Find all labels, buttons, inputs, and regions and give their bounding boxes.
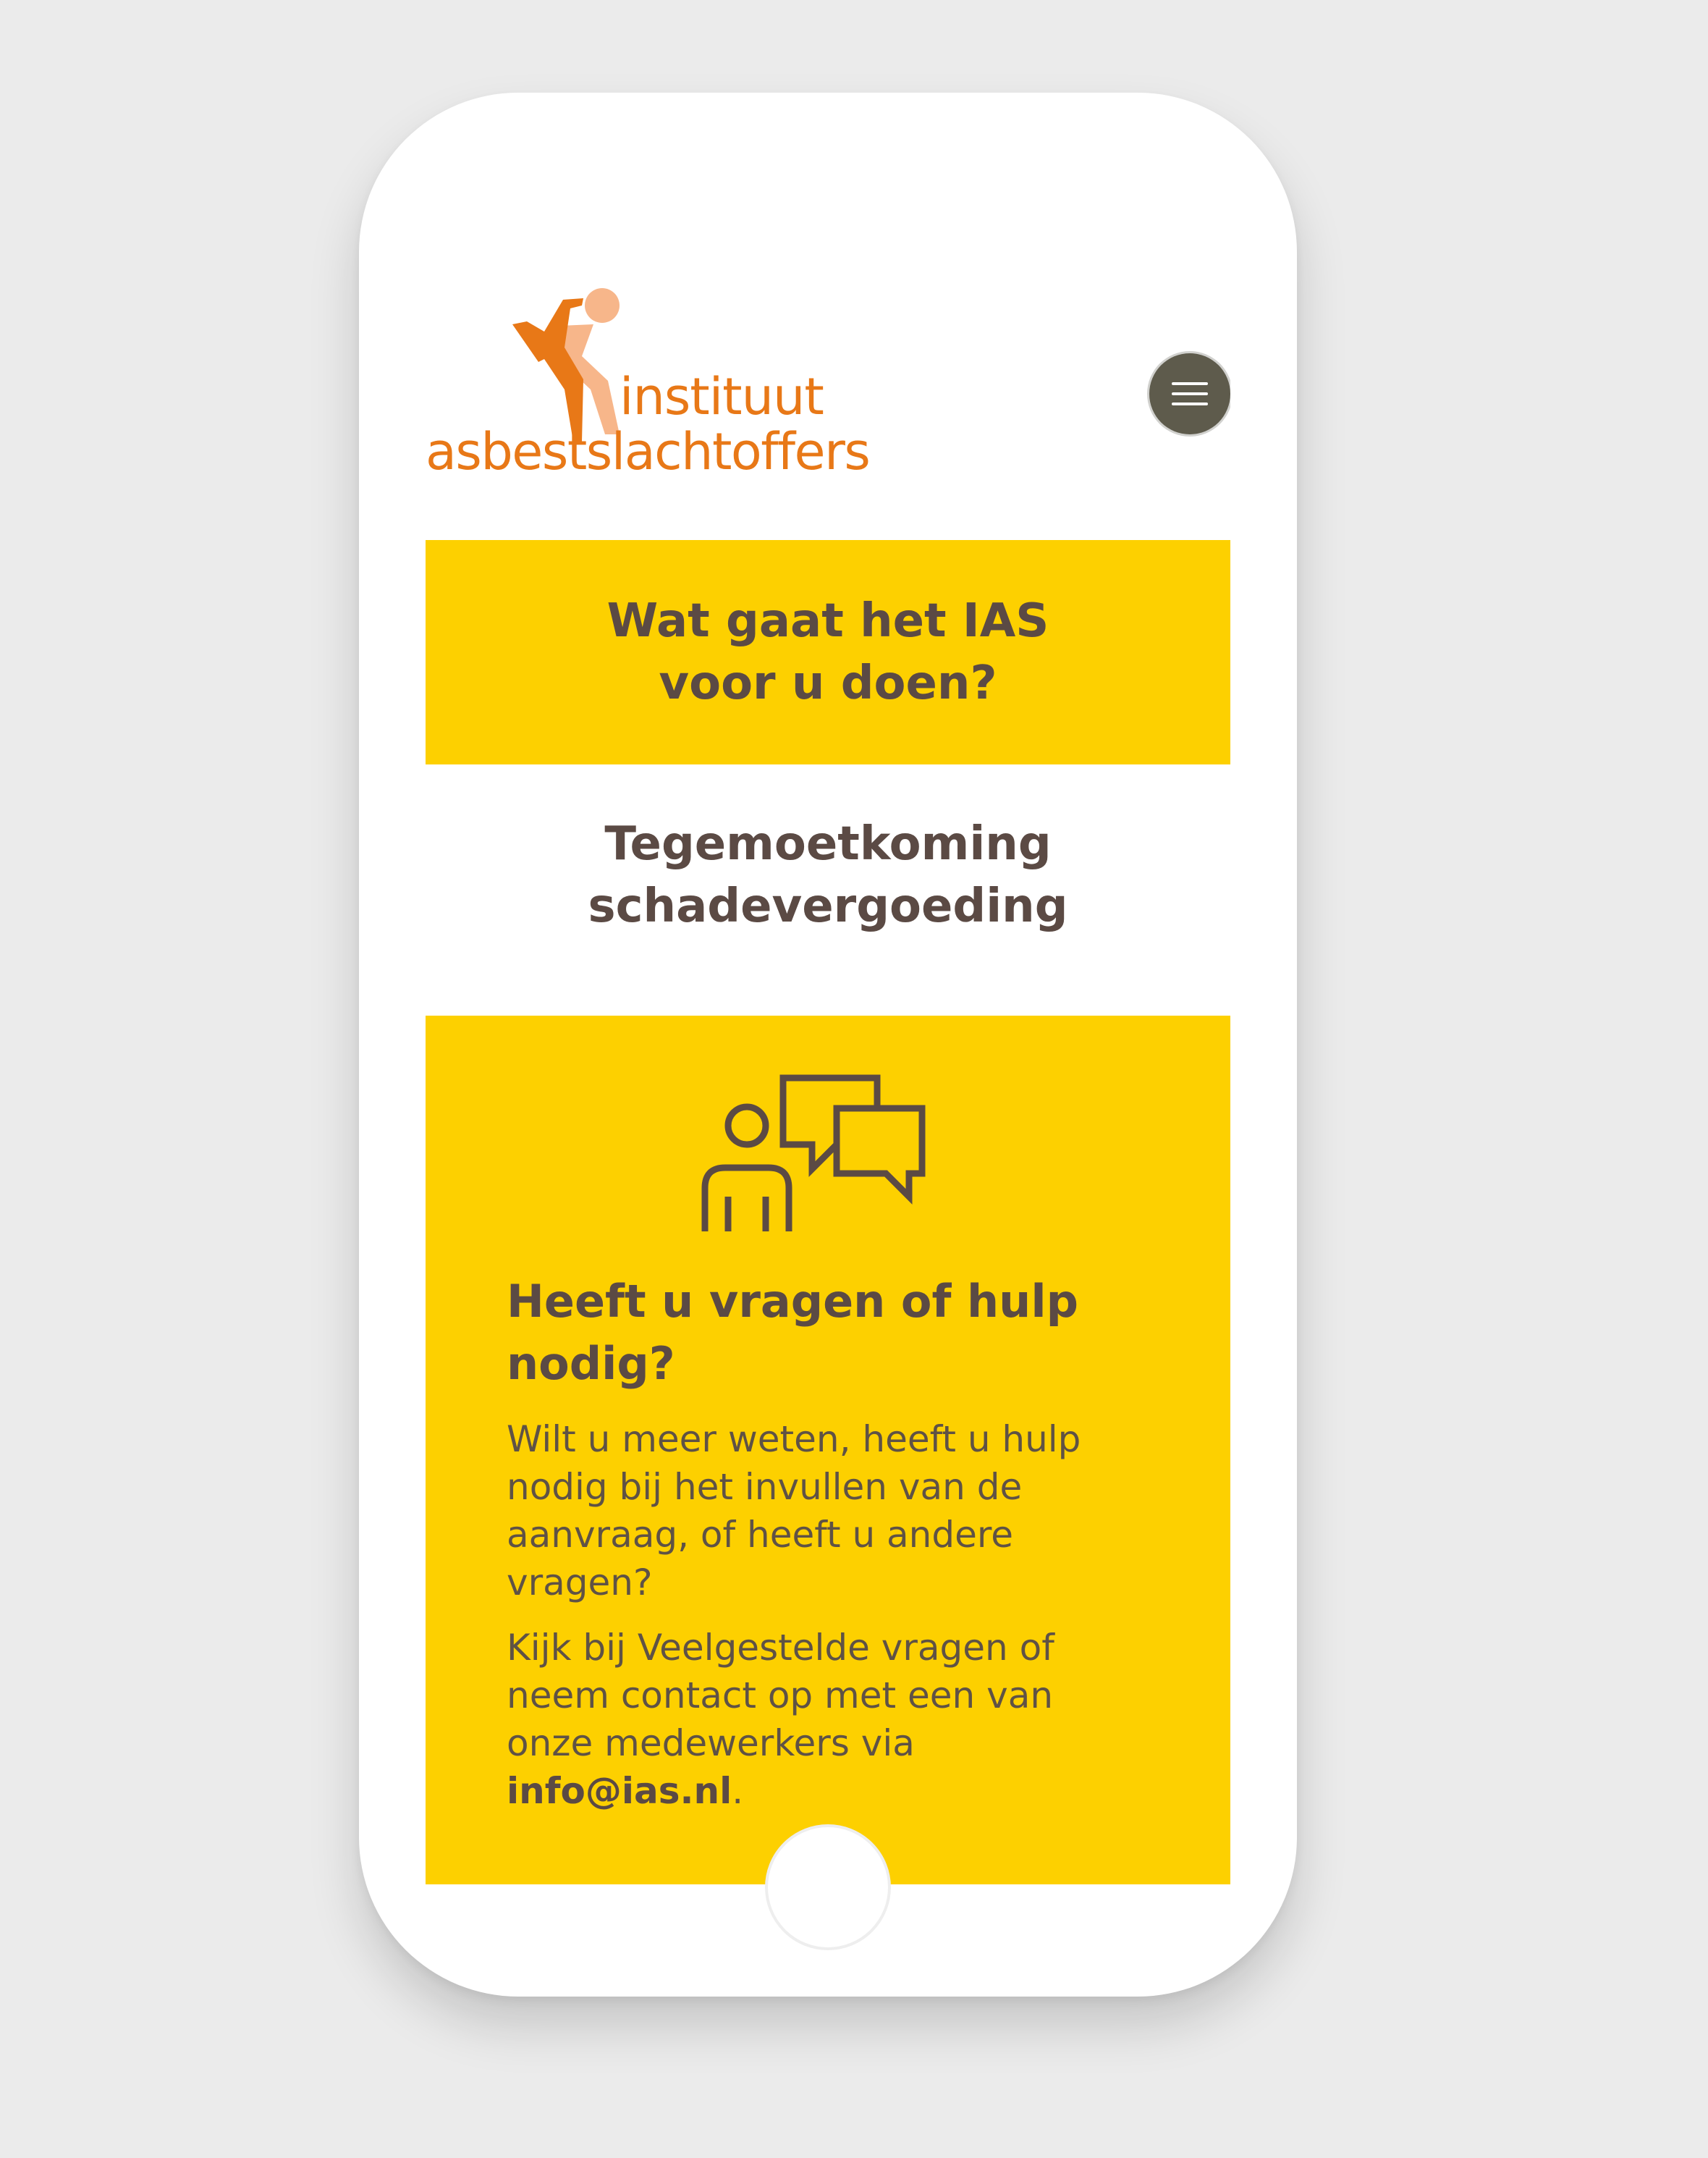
- logo-text-asbestslachtoffers: asbestslachtoffers: [426, 422, 870, 481]
- phone-frame: [359, 93, 1297, 1997]
- help-paragraph-1: Wilt u meer weten, heeft u hulp nodig bij het invullen van de aanvraag, of heeft u andere vragen?: [507, 1418, 1081, 1603]
- phone-screen: [426, 194, 1230, 1884]
- phone-home-button[interactable]: [765, 1824, 891, 1950]
- site-logo[interactable]: [426, 281, 870, 491]
- help-title: Heeft u vragen of hulp nodig?: [507, 1275, 1078, 1390]
- link-title: Tegemoetkoming schadevergoeding: [588, 817, 1068, 933]
- help-paragraph-2: [507, 1624, 1143, 1815]
- banner-title: Wat gaat het IAS voor u doen?: [606, 594, 1049, 710]
- help-paragraph-2-text: Kijk bij Veelgestelde vragen of neem contact op met een van onze medewerkers via: [507, 1627, 1054, 1764]
- help-paragraph-2-end: .: [732, 1770, 744, 1812]
- hamburger-menu-icon: [1172, 381, 1208, 407]
- menu-button[interactable]: [1149, 353, 1230, 434]
- logo-text-instituut: instituut: [620, 367, 824, 426]
- person-chat-bubbles-icon: [699, 1074, 931, 1233]
- banner-link-wat-gaat-het-ias-doen[interactable]: [426, 540, 1230, 764]
- link-tegemoetkoming-schadevergoeding[interactable]: [426, 813, 1230, 937]
- help-card: [426, 1016, 1230, 1884]
- email-link[interactable]: info@ias.nl: [507, 1770, 732, 1812]
